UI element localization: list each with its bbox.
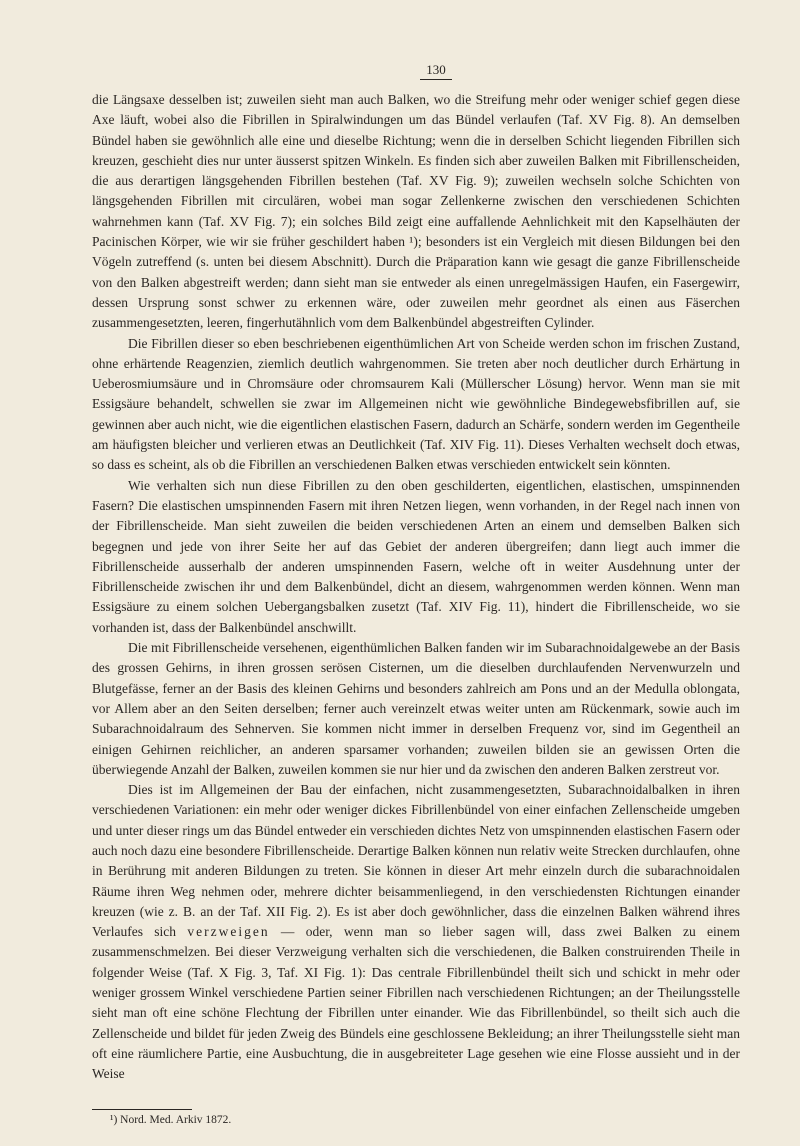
page-number: 130 bbox=[132, 62, 740, 80]
paragraph: Die Fibrillen dieser so eben beschriebenen eigenthümlichen Art von Scheide werden schon im frischen Zustand, ohne erhärtende Reagenzien, ziemlich deutlich wahrgenommen. Sie treten aber noch deutlicher durch Erhärtung in Ueberosmiumsäure und in Chromsäure oder chromsaurem Kali (Müllerscher Lösung) hervor. Wenn man sie mit Essigsäure behandelt, schwellen sie zwar im Allgemeinen nicht wie gewöhnliche Bindegewebsfibrillen auf, sie gewinnen aber auch nicht, wie die eigentlichen elastischen Fasern, dadurch an Schärfe, sondern werden im Gegentheile am häufigsten bleicher und verlieren etwas an Deutlichkeit (Taf. XIV Fig. 11). Dieses Verhalten wechselt doch etwas, so dass es scheint, als ob die Fibrillen an verschiedenen Balken etwas verschieden entwickelt sein könnten. bbox=[92, 335, 740, 473]
paragraph: Wie verhalten sich nun diese Fibrillen zu den oben geschilderten, eigentlichen, elastischen, umspinnenden Fasern? Die elastischen umspinnenden Fasern mit ihren Netzen liegen, wenn vorhanden, in der Regel nach innen von der Fibrillenscheide. Man sieht zuweilen die beiden verschiedenen Arten an einem und demselben Balken sich begegnen und jede von ihrer Seite her auf das Gebiet der anderen übergreifen; dann liegt auch immer die Fibrillenscheide ausserhalb der anderen umspinnenden Fasern, welche oft in weiter Ausdehnung unter der Fibrillenscheide zwischen ihr und dem Balkenbündel, dicht an diesem, wahrgenommen werden können. Wenn man Essigsäure zu einem solchen Uebergangsbalken zusetzt (Taf. XIV Fig. 11), hindert die Fibrillenscheide, wo sie vorhanden ist, dass der Balkenbündel anschwillt. bbox=[92, 477, 740, 635]
footnote-divider bbox=[92, 1109, 192, 1110]
paragraph-text: Dies ist im Allgemeinen der Bau der einfachen, nicht zusammengesetzten, Subarachnoidalbalken in ihren verschiedenen Variationen: ein mehr oder weniger dickes Fibrillenbündel von einer einfachen Zellenscheide umgeben und unter dieser rings um das Bündel entweder ein verschieden dichtes Netz von umspinnenden elastischen Fasern oder auch noch dazu eine besondere Fibrillenscheide. Derartige Balken können nun relativ weite Strecken durchlaufen, ohne in Berührung mit anderen Bildungen zu treten. Sie können in dieser Art mehr einzeln durch die subarachnoidalen Räume ihren Weg nehmen oder, mehrere dichter beisammenliegend, in den verschiedensten Richtungen einander kreuzen (wie z. B. an der Taf. XII Fig. 2). Es ist aber doch gewöhnlicher, dass die einzelnen Balken während ihres Verlaufes sich bbox=[92, 782, 740, 940]
paragraph: Die mit Fibrillenscheide versehenen, eigenthümlichen Balken fanden wir im Subarachnoidalgewebe an der Basis des grossen Gehirns, in ihren grossen serösen Cisternen, um die dieselben durchlaufenden Nervenwurzeln und Blutgefässe, ferner an der Basis des kleinen Gehirns und besonders zahlreich am Pons und an der Medulla oblongata, vor Allem aber an den Seiten derselben; ferner auch vereinzelt etwas weiter unten am Rückenmark, sowie auch im Subarachnoidalraum des Sehnerven. Sie kommen nicht immer in derselben Frequenz vor, sind im Gegentheil an einigen Gehirnen reichlicher, an anderen sparsamer vorhanden; zuweilen bilden sie an gewissen Orten die überwiegende Anzahl der Balken, zuweilen kommen sie nur hier und da zwischen den anderen Balken zerstreut vor. bbox=[92, 640, 740, 777]
paragraph: die Längsaxe desselben ist; zuweilen sieht man auch Balken, wo die Streifung mehr oder weniger schief gegen diese Axe läuft, wobei also die Fibrillen in Spiralwindungen um das Bündel verlaufen (Taf. XV Fig. 8). An demselben Bündel haben sie gewöhnlich alle eine und dieselbe Richtung; wenn die in derselben Schicht liegenden Fibrillen sich kreuzen, geschieht dies nur unter äusserst spitzen Winkeln. Es finden sich aber zuweilen Balken mit Fibrillenscheiden, die aus derartigen längsgehenden Fibrillen bestehen (Taf. XV Fig. 9); zuweilen wechseln solche Schichten von längsgehenden Fibrillen mit circulären, wobei man sogar Zellenkerne zwischen den verschiedenen Schichten wahrnehmen kann (Taf. XV Fig. 7); ein solches Bild zeigt eine auffallende Aehnlichkeit mit den Kapselhäuten der Pacinischen Körper, wie wir sie früher geschildert haben ¹); besonders ist ein Vergleich mit diesen Bildungen bei den Vögeln zutreffend (s. unten bei diesem Abschnitt). Durch die Präparation kann wie gesagt die ganze Fibrillenscheide von den Balken abgestreift werden; dann sieht man sie entweder als einen unregelmässigen Haufen, ein Fasergewirr, dessen Ursprung sonst schwer zu erkennen wäre, oder zuweilen mehr geordnet als einen aus Fäserchen zusammengesetzten, leeren, fingerhutähnlich vom dem Balkenbündel abgestreiften Cylinder. bbox=[92, 92, 740, 331]
body-text bbox=[92, 90, 740, 1085]
emphasized-word: verzweigen bbox=[187, 924, 270, 940]
footnote: ¹) Nord. Med. Arkiv 1872. bbox=[110, 1114, 232, 1126]
paragraph bbox=[92, 780, 740, 1084]
paragraph-text: — oder, wenn man so lieber sagen will, dass zwei Balken zu einem zusammenschmelzen. Bei dieser Verzweigung verhalten sich die verschiedenen, die Balken construirenden Theile in folgender Weise (Taf. X Fig. 3, Taf. XI Fig. 1): Das centrale Fibrillenbündel theilt sich und schickt in mehr oder weniger grossem Winkel verschiedene Partien seiner Fibrillen nach verschiedenen Richtungen; an der Theilungsstelle sieht man oft eine schöne Flechtung der Fibrillen unter einander. Wie das Fibrillenbündel, so theilt sich auch die Zellenscheide und bildet für jeden Zweig des Bündels eine geschlossene Bekleidung; an ihrer Theilungsstelle sieht man oft eine räumlichere Partie, eine Ausbuchtung, die in ausgebreiteter Lage gesehen wie eine Flosse aussieht und in der Weise bbox=[92, 924, 740, 1082]
